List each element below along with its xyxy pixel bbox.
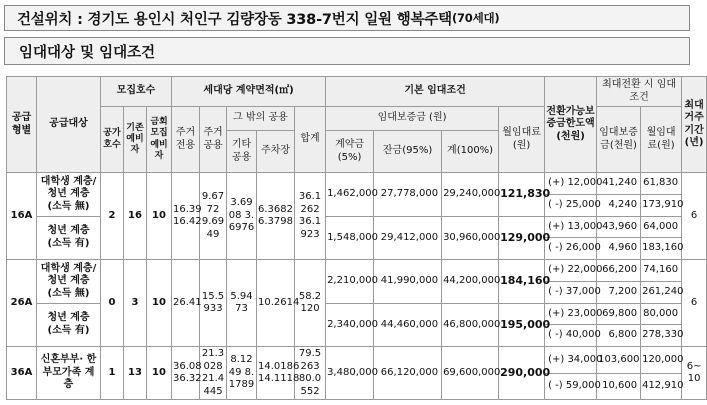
common-value: 15.5933 xyxy=(200,260,227,347)
header-parking: 주차장 xyxy=(257,131,295,173)
table-row xyxy=(7,260,707,282)
header-basic-conditions: 기본 임대조건 xyxy=(326,77,545,107)
max-monthly-value: 64,000 xyxy=(641,216,682,238)
header-max-monthly: 월임대료(원) xyxy=(641,107,682,173)
supply-units-value: 2 xyxy=(101,173,124,260)
this-reserve-value: 10 xyxy=(147,347,172,400)
max-monthly-value: 173,910 xyxy=(641,194,682,216)
max-deposit-value: 4,960 xyxy=(597,238,641,260)
contract-value: 2,340,000 xyxy=(326,303,374,347)
header-supply-units: 공가호수 xyxy=(101,107,124,173)
balance-value: 41,990,000 xyxy=(374,260,442,304)
sum-value: 29,240,000 xyxy=(442,173,499,217)
section-title-text: 임대대상 및 임대조건 xyxy=(19,44,156,61)
location-title-text: 건설위치 : 경기도 용인시 처인구 김량장동 338-7번지 일원 행복주택 xyxy=(17,11,452,28)
header-max-deposit: 임대보증금(천원) xyxy=(597,107,641,173)
monthly-value: 184,160 xyxy=(499,260,545,304)
header-other-common-sub: 기타공용 xyxy=(227,131,257,173)
parking-value: 6.3682 6.3798 xyxy=(257,173,295,260)
total-value: 79.5263 80.0552 xyxy=(295,347,326,400)
target-label: 신혼부부· 한부모가족 계층 xyxy=(37,347,101,400)
type-36a: 36A xyxy=(7,347,37,400)
header-other-common: 그 밖의 공용 xyxy=(227,107,295,131)
max-deposit-value: 103,600 xyxy=(597,347,641,373)
convert-plus-value: (+) 13,000 xyxy=(545,216,597,238)
max-residence-value: 6 xyxy=(682,260,707,347)
target-cell xyxy=(37,173,101,217)
type-16a: 16A xyxy=(7,173,37,260)
total-value: 58.2120 xyxy=(295,260,326,347)
balance-value: 29,412,000 xyxy=(374,216,442,260)
monthly-value: 290,000 xyxy=(499,347,545,400)
supply-units-value: 1 xyxy=(101,347,124,400)
sum-value: 46,800,000 xyxy=(442,303,499,347)
target-cell xyxy=(37,303,101,347)
max-deposit-value: 66,200 xyxy=(597,260,641,282)
balance-value: 27,778,000 xyxy=(374,173,442,217)
this-reserve-value: 10 xyxy=(147,173,172,260)
target-label: 청년 계층 xyxy=(47,312,90,324)
header-convertible: 전환가능보증금한도액(천원) xyxy=(545,77,597,173)
max-deposit-value: 41,240 xyxy=(597,173,641,195)
this-reserve-value: 10 xyxy=(147,260,172,347)
balance-value: 66,120,000 xyxy=(374,347,442,400)
convert-plus-value: (+) 22,000 xyxy=(545,260,597,282)
target-cell xyxy=(37,260,101,304)
max-deposit-value: 69,800 xyxy=(597,303,641,325)
max-monthly-value: 412,910 xyxy=(641,373,682,399)
sum-value: 69,600,000 xyxy=(442,347,499,400)
header-supply-type: 공급형별 xyxy=(7,77,37,173)
location-title-units: (70세대) xyxy=(451,11,500,25)
exclusive-value: 16.39 16.42 xyxy=(172,173,200,260)
reserve-units-value: 3 xyxy=(124,260,147,347)
max-deposit-value: 4,240 xyxy=(597,194,641,216)
common-value: 21.3028 21.4445 xyxy=(200,347,227,400)
common-value: 9.6772 9.6949 xyxy=(200,173,227,260)
rental-conditions-table xyxy=(6,76,707,400)
max-deposit-value: 43,960 xyxy=(597,216,641,238)
monthly-value: 129,000 xyxy=(499,216,545,260)
target-label: 대학생 계층/ 청년 계층 xyxy=(40,175,97,200)
header-deposit-group: 임대보증금 (원) xyxy=(326,107,499,131)
other-common-value: 5.9473 xyxy=(227,260,257,347)
max-deposit-value: 7,200 xyxy=(597,281,641,303)
contract-value: 1,548,000 xyxy=(326,216,374,260)
target-cell xyxy=(37,216,101,260)
header-common: 주거공용 xyxy=(200,107,227,173)
contract-value: 3,480,000 xyxy=(326,347,374,400)
max-monthly-value: 120,000 xyxy=(641,347,682,373)
exclusive-value: 36.08 36.32 xyxy=(172,347,200,400)
max-deposit-value: 10,600 xyxy=(597,373,641,399)
header-total: 합계 xyxy=(295,107,326,173)
type-26a: 26A xyxy=(7,260,37,347)
header-max-conversion: 최대전환 시 임대조건 xyxy=(597,77,682,107)
convert-minus-value: ( -) 59,000 xyxy=(545,373,597,399)
total-value: 36.1262 36.1923 xyxy=(295,173,326,260)
convert-minus-value: ( -) 26,000 xyxy=(545,238,597,260)
income-label: (소득 有) xyxy=(47,324,90,336)
header-recruit-units: 모집호수 xyxy=(101,77,172,107)
max-residence-value: 6 xyxy=(682,173,707,260)
exclusive-value: 26.41 xyxy=(172,260,200,347)
max-monthly-value: 278,330 xyxy=(641,325,682,347)
convert-plus-value: (+) 12,000 xyxy=(545,173,597,195)
reserve-units-value: 13 xyxy=(124,347,147,400)
max-monthly-value: 183,160 xyxy=(641,238,682,260)
income-label: (소득 無) xyxy=(47,200,90,212)
target-label: 청년 계층 xyxy=(47,225,90,237)
sum-value: 30,960,000 xyxy=(442,216,499,260)
header-area-group: 세대당 계약면적(㎡) xyxy=(172,77,326,107)
convert-plus-value: (+) 23,000 xyxy=(545,303,597,325)
max-deposit-value: 6,800 xyxy=(597,325,641,347)
income-label: (소득 無) xyxy=(47,287,90,299)
header-supply-target: 공급대상 xyxy=(37,77,101,173)
reserve-units-value: 16 xyxy=(124,173,147,260)
sum-value: 44,200,000 xyxy=(442,260,499,304)
max-monthly-value: 61,830 xyxy=(641,173,682,195)
supply-units-value: 0 xyxy=(101,260,124,347)
max-monthly-value: 74,160 xyxy=(641,260,682,282)
max-monthly-value: 80,000 xyxy=(641,303,682,325)
convert-minus-value: ( -) 37,000 xyxy=(545,281,597,303)
other-common-value: 8.1249 8.1789 xyxy=(227,347,257,400)
balance-value: 44,460,000 xyxy=(374,303,442,347)
contract-value: 2,210,000 xyxy=(326,260,374,304)
other-common-value: 3.6908 3.6976 xyxy=(227,173,257,260)
header-max-residence: 최대거주기간(년) xyxy=(682,77,707,173)
header-balance: 잔금(95%) xyxy=(374,131,442,173)
convert-minus-value: ( -) 40,000 xyxy=(545,325,597,347)
convert-plus-value: (+) 34,000 xyxy=(545,347,597,373)
header-monthly: 월임대료(원) xyxy=(499,107,545,173)
header-reserve-units: 기존예비자 xyxy=(124,107,147,173)
header-exclusive: 주거전용 xyxy=(172,107,200,173)
header-contract: 계약금(5%) xyxy=(326,131,374,173)
parking-value: 10.2614 xyxy=(257,260,295,347)
monthly-value: 195,000 xyxy=(499,303,545,347)
convert-minus-value: ( -) 25,000 xyxy=(545,194,597,216)
max-residence-value: 6~ 10 xyxy=(682,347,707,400)
table-row xyxy=(7,173,707,195)
location-title xyxy=(4,5,690,31)
monthly-value: 121,830 xyxy=(499,173,545,217)
max-monthly-value: 261,240 xyxy=(641,281,682,303)
target-label: 대학생 계층/ 청년 계층 xyxy=(40,262,97,287)
header-this-reserve: 금회모집예비자 xyxy=(147,107,172,173)
section-title xyxy=(4,37,690,65)
header-sum: 계(100%) xyxy=(442,131,499,173)
contract-value: 1,462,000 xyxy=(326,173,374,217)
table-row xyxy=(7,347,707,373)
parking-value: 14.0186 14.1118 xyxy=(257,347,295,400)
income-label: (소득 有) xyxy=(47,237,90,249)
